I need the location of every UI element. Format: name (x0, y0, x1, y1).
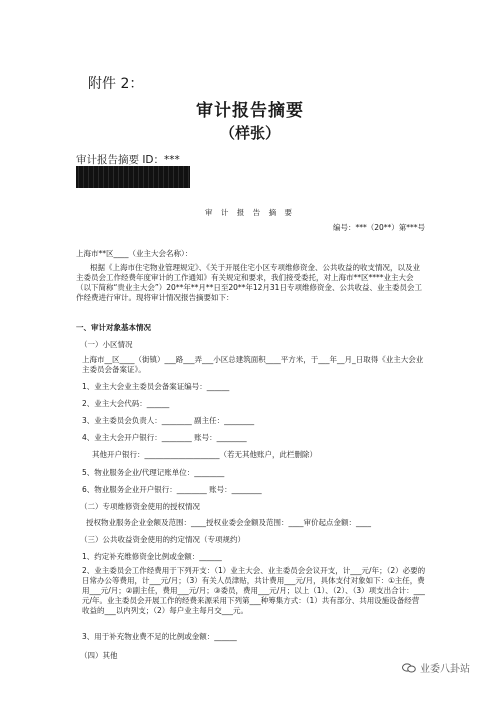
subsection-1: （一）小区情况 (80, 340, 133, 349)
item-1: 1、业主大会业主委员会备案证编号：______ (82, 382, 230, 391)
item-4: 4、业主大会开户银行：________ 账号：________ (82, 433, 247, 442)
clause-3: 3、用于补充物业费不足的比例或金额：______ (82, 632, 237, 641)
subsection-3: （三）公共收益资金使用的约定情况（专项规约） (80, 535, 245, 544)
redacted-barcode (76, 166, 190, 188)
addressee: 上海市**区____（业主大会名称）： (76, 249, 193, 258)
serial-number: 编号：***（20**）第***号 (332, 223, 425, 232)
subsection-4: （四）其他 (80, 651, 118, 660)
item-3: 3、业主委员会负责人：________ 副主任：________ (82, 416, 255, 425)
clause-2: 2、业主委员会工作经费用于下列开支：（1）业主大会、业主委员会会议开支，计___元/年；（2）必要的日常办公等费用，计___元/月；（3）有关人员津贴，共计费用___元/月，具体支付对象如下：①主任，费用___元/月；②副主任，费用___元/月；③委员，费用___元/月；以上（1）、（2）、（3）项支出合计：___元/年。业主委员会开展工作的经费来源采用下列第___种筹集方式：（1）共有部分、共用设施设备经营收益的___以内列支；（2）每户业主每月交___元。 (82, 566, 426, 615)
item-2: 2、业主大会代码：______ (82, 399, 170, 408)
item-4-other: 其他开户银行：____________________（若无其他账户，此栏删除） (92, 450, 317, 459)
page-title: 审计报告摘要 (196, 101, 304, 121)
document-header: 审 计 报 告 摘 要 (205, 208, 295, 217)
watermark-text: 业委八卦站 (420, 664, 470, 675)
annex-label: 附件 2： (88, 76, 144, 92)
clause-1: 1、约定补充维修资金比例或金额：______ (82, 552, 222, 561)
item-5: 5、物业服务企业/代理记账单位：________ (82, 468, 225, 477)
authorization-line: 授权物业服务企业金额及范围：____授权业委会金额及范围：____审价起点金额：____ (86, 518, 371, 527)
watermark (402, 660, 470, 675)
subsection-2: （二）专项维修资金使用的授权情况 (80, 502, 200, 511)
district-line: 上海市__区____（街镇）___路___弄___小区总建筑面积____平方米，于___年__月_日取得《业主大会业主委员会备案证》。 (82, 355, 424, 374)
page-subtitle: （样张） (219, 124, 280, 142)
section-1-heading: 一、审计对象基本情况 (76, 323, 151, 332)
wechat-icon (402, 663, 416, 673)
intro-paragraph: 根据《上海市住宅物业管理规定》、《关于开展住宅小区专项维修资金、公共收益的收支情况，以及业主委员会工作经费年度审计的工作通知》有关规定和要求，我们接受委托，对上海市**区****业主大会（以下简称“贵业主大会”）20**年**月**日至20**年12月31日专项维修资金、公共收益、业主委员会工作经费进行审计。现将审计情况报告摘要如下： (76, 263, 422, 302)
item-6: 6、物业服务企业开户银行：________ 账号：________ (82, 485, 262, 494)
report-id-label: 审计报告摘要 ID：*** (76, 154, 180, 166)
